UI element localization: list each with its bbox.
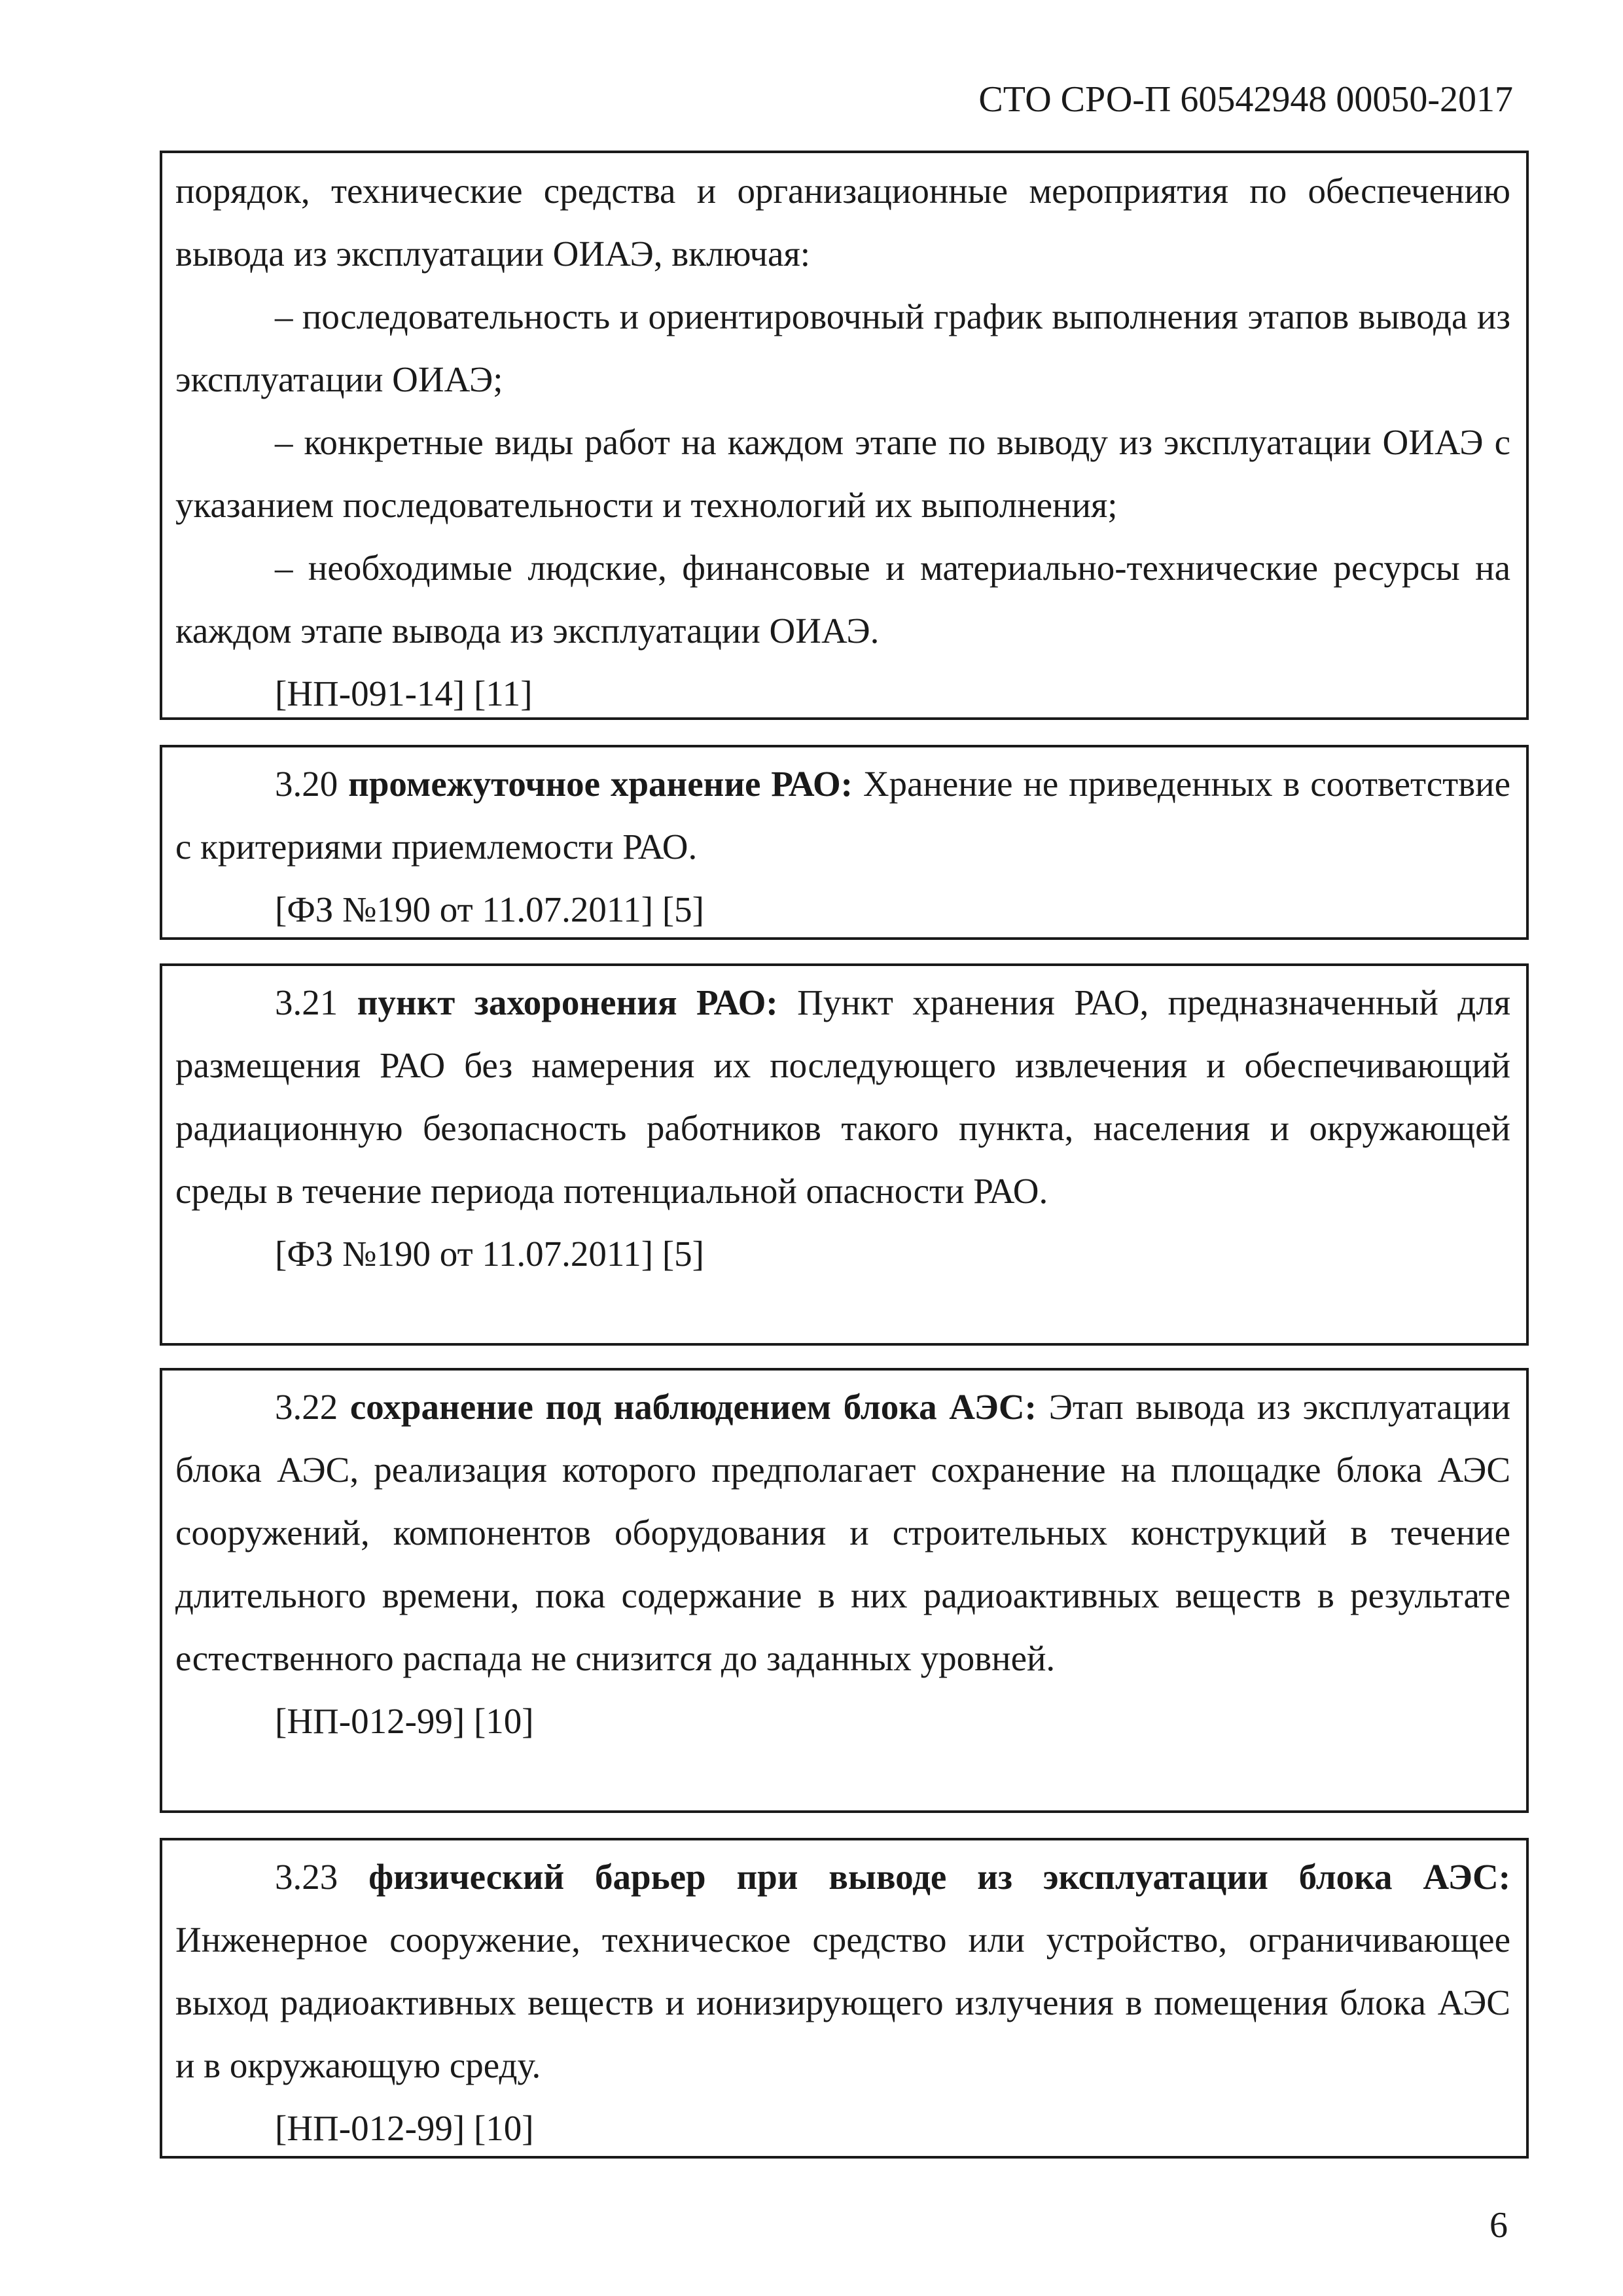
definition-box-3-20 <box>160 745 1529 940</box>
reference-text: [НП-012-99] [10] <box>275 1701 534 1741</box>
term-definition: Пункт хранения РАО, предназначенный для размещения РАО без намерения их последующего извлечения и обеспечивающий радиационную безопасность работников такого пункта, населения и окружающей среды в течение периода потенциальной опасности РАО. <box>175 982 1511 1211</box>
term-number: 3.23 <box>275 1857 338 1897</box>
term-title: промежуточное хранение РАО: <box>348 764 853 804</box>
definition-box-3-23 <box>160 1838 1529 2159</box>
term-title: физический барьер при выводе из эксплуатации блока АЭС: <box>368 1857 1511 1897</box>
term-definition: Хранение не приведенных в соответствие с критериями приемлемости РАО. <box>175 764 1511 867</box>
term-definition: Этап вывода из эксплуатации блока АЭС, реализация которого предполагает сохранение на площадке блока АЭС сооружений, компонентов оборудования и строительных конструкций в течение длительного времени, пока содержание в них радиоактивных веществ в результате естественного распада не снизится до заданных уровней. <box>175 1387 1511 1678</box>
term-title: сохранение под наблюдением блока АЭС: <box>349 1387 1037 1427</box>
list-item: – последовательность и ориентировочный график выполнения этапов вывода из эксплуатации ОИАЭ; <box>175 296 1510 399</box>
definition-box-3-21 <box>160 963 1529 1346</box>
list-item: – конкретные виды работ на каждом этапе по выводу из эксплуатации ОИАЭ с указанием последовательности и технологий их выполнения; <box>175 422 1510 525</box>
definition-paragraph <box>175 1376 1510 1690</box>
definition-paragraph <box>175 1846 1510 2097</box>
page-number: 6 <box>1489 2205 1508 2246</box>
reference-text: [ФЗ №190 от 11.07.2011] [5] <box>275 889 704 929</box>
reference-text: [НП-091-14] [11] <box>275 673 533 713</box>
term-number: 3.21 <box>275 982 338 1022</box>
list-item: – необходимые людские, финансовые и материально-технические ресурсы на каждом этапе вывода из эксплуатации ОИАЭ. <box>175 548 1510 651</box>
term-title: пункт захоронения РАО: <box>357 982 778 1022</box>
definition-paragraph <box>175 753 1510 878</box>
document-code: СТО СРО-П 60542948 00050-2017 <box>978 79 1513 120</box>
reference-text: [ФЗ №190 от 11.07.2011] [5] <box>275 1234 704 1274</box>
reference-text: [НП-012-99] [10] <box>275 2108 534 2148</box>
term-number: 3.22 <box>275 1387 338 1427</box>
term-definition: Инженерное сооружение, техническое средство или устройство, ограничивающее выход радиоактивных веществ и ионизирующего излучения в помещения блока АЭС и в окружающую среду. <box>175 1920 1510 2085</box>
definition-box-3-22 <box>160 1368 1529 1813</box>
definition-intro-text: порядок, технические средства и организационные мероприятия по обеспечению вывода из эксплуатации ОИАЭ, включая: <box>175 171 1510 274</box>
definition-box-continuation <box>160 151 1529 720</box>
term-number: 3.20 <box>275 764 338 804</box>
definition-paragraph <box>175 971 1510 1223</box>
